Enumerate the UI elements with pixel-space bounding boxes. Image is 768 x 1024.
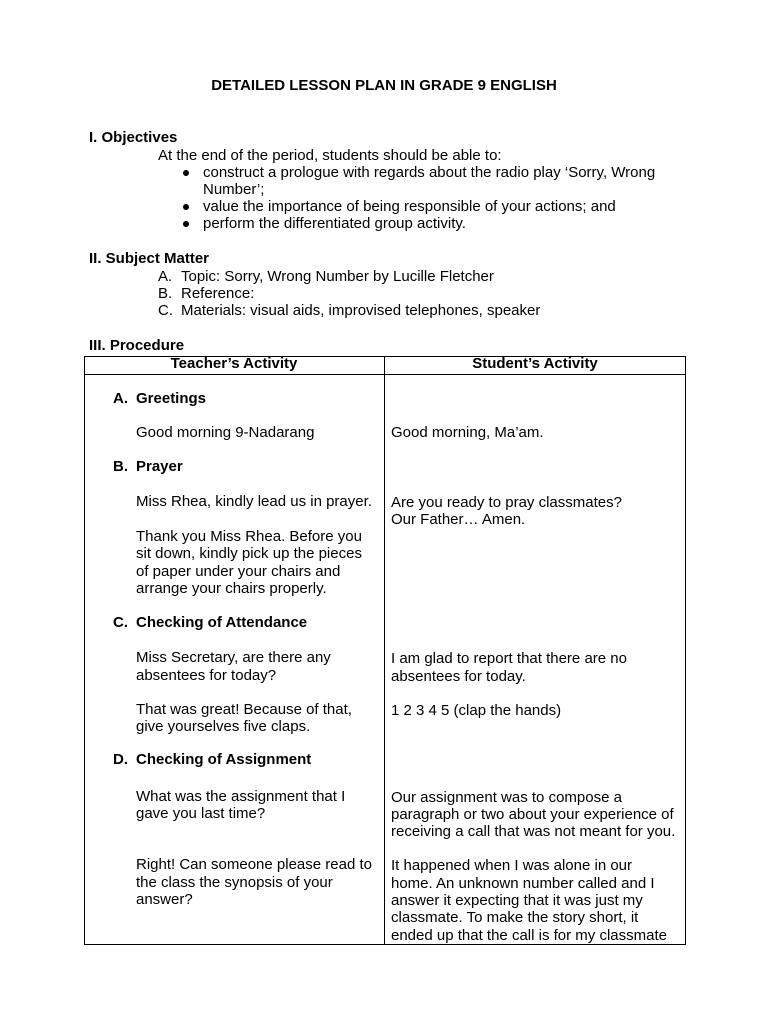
teacher-line: sit down, kindly pick up the pieces [136,545,362,562]
section-title: Checking of Attendance [136,614,308,631]
objective-item: value the importance of being responsible of your actions; and [203,198,616,215]
objective-item: construct a prologue with regards about the radio play ‘Sorry, Wrong [203,164,656,181]
student-line: It happened when I was alone in our [391,857,633,874]
teacher-line: Thank you Miss Rhea. Before you [136,528,362,545]
student-line: home. An unknown number called and I [391,875,655,892]
section-marker: C. [113,614,128,631]
student-line: absentees for today. [391,668,526,685]
student-line: Our assignment was to compose a [391,789,622,806]
objective-item: Number’; [203,181,265,198]
teacher-line: Miss Secretary, are there any [136,649,331,666]
teacher-line: arrange your chairs properly. [136,580,327,597]
section-title: Prayer [136,458,183,475]
teacher-line: What was the assignment that I [136,788,346,805]
column-header-student: Student’s Activity [472,355,598,372]
document-title: DETAILED LESSON PLAN IN GRADE 9 ENGLISH [211,77,557,94]
procedure-heading: III. Procedure [89,337,185,354]
teacher-line: Miss Rhea, kindly lead us in prayer. [136,493,372,510]
student-line: ended up that the call is for my classmate [391,927,667,944]
teacher-line: answer? [136,891,193,908]
student-line: answer it expecting that it was just my [391,892,643,909]
teacher-line: gave you last time? [136,805,266,822]
bullet-icon [183,221,189,227]
student-line: Are you ready to pray classmates? [391,494,622,511]
list-marker: C. [158,302,173,319]
column-divider [384,356,385,945]
section-marker: B. [113,458,128,475]
teacher-line: absentees for today? [136,667,277,684]
student-line: Good morning, Ma’am. [391,424,544,441]
teacher-line: of paper under your chairs and [136,563,341,580]
student-line: I am glad to report that there are no [391,650,627,667]
objectives-heading: I. Objectives [89,129,178,146]
section-title: Checking of Assignment [136,751,312,768]
section-marker: D. [113,751,128,768]
objective-item: perform the differentiated group activity. [203,215,466,232]
teacher-line: Good morning 9-Nadarang [136,424,315,441]
student-line: Our Father… Amen. [391,511,526,528]
subject-matter-heading: II. Subject Matter [89,250,210,267]
list-marker: A. [158,268,173,285]
bullet-icon [183,204,189,210]
teacher-line: That was great! Because of that, [136,701,352,718]
student-line: 1 2 3 4 5 (clap the hands) [391,702,562,719]
student-line: receiving a call that was not meant for you. [391,823,676,840]
section-marker: A. [113,390,128,407]
header-divider [84,374,686,375]
bullet-icon [183,170,189,176]
teacher-line: give yourselves five claps. [136,718,311,735]
subject-topic: Topic: Sorry, Wrong Number by Lucille Fletcher [181,268,494,285]
teacher-line: the class the synopsis of your [136,874,333,891]
student-line: classmate. To make the story short, it [391,909,639,926]
section-title: Greetings [136,390,207,407]
column-header-teacher: Teacher’s Activity [170,355,298,372]
subject-reference: Reference: [181,285,255,302]
subject-materials: Materials: visual aids, improvised telephones, speaker [181,302,541,319]
student-line: paragraph or two about your experience of [391,806,674,823]
list-marker: B. [158,285,173,302]
teacher-line: Right! Can someone please read to [136,856,372,873]
objectives-intro: At the end of the period, students should be able to: [158,147,502,164]
